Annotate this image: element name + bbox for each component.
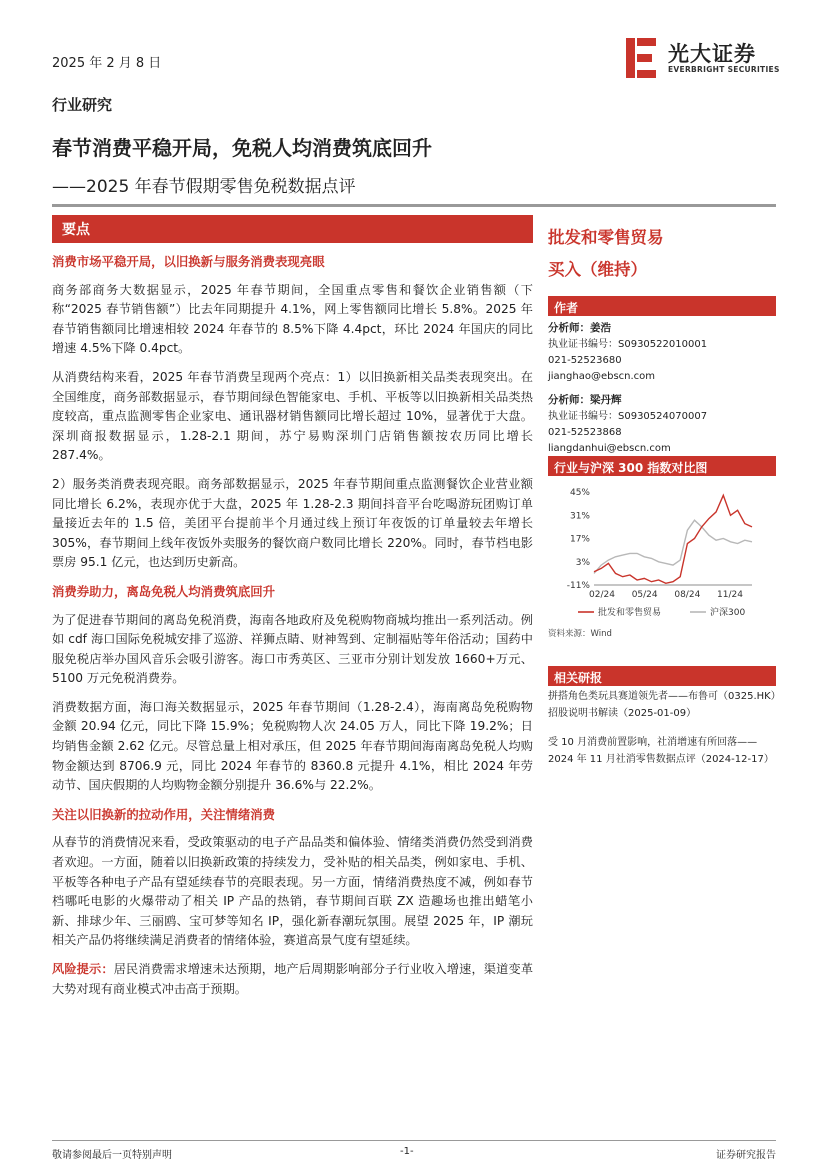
x-tick-label: 02/24 [589, 590, 615, 600]
analyst-email[interactable]: jianghao@ebscn.com [548, 371, 656, 382]
page-number: -1- [400, 1146, 414, 1157]
paragraph: 2）服务类消费表现亮眼。商务部数据显示，2025 年春节期间重点监测餐饮企业营业额同比增长 6.2%，表现亦优于大盘，2025 年 1.28-2.3 期间抖音平台吃喝游玩团购订单量接近去年的 1.5 倍，美团平台提前半个月通过线上预订年夜饭的订单量较去年增长 305%，春节期间上线年夜饭外卖服务的餐饮商户数同比增长 220%。同时，春节档电影票房 95.1 亿元，也达到历史新高。 [52, 476, 533, 570]
series-line-retail [594, 495, 752, 583]
y-tick-label: 17% [569, 534, 590, 545]
section-heading-trade-in: 关注以旧换新的拉动作用，关注情绪消费 [52, 806, 276, 822]
authors-header: 作者 [548, 296, 776, 316]
footer-divider [52, 1140, 776, 1141]
analyst-name: 分析师：梁丹辉 [548, 394, 622, 406]
analyst-name: 分析师：姜浩 [548, 322, 611, 334]
y-tick-label: -11% [566, 581, 590, 591]
x-tick-label: 11/24 [717, 590, 743, 600]
section-heading-dutyfree: 消费券助力，离岛免税人均消费筑底回升 [52, 583, 276, 599]
paragraph: 为了促进春节期间的离岛免税消费，海南各地政府及免税购物商城均推出一系列活动。例如 cdf 海口国际免税城安排了巡游、祥狮点睛、财神驾到、定制福贴等年俗活动；国药中服免税店举办国风音乐会吸引游客。海口市秀英区、三亚市分别计划发放 1660+万元、5100 万元免税消费券。 [52, 612, 533, 686]
paragraph: 商务部商务大数据显示，2025 年春节期间，全国重点零售和餐饮企业销售额（下称“2025 春节销售额”）比去年同期提升 4.1%，网上零售额同比增长 5.8%。2025 年春节销售额同比增速相较 2024 年春节的 8.5%下降 4.4pct，环比 2024 年国庆的同比增速 4.5%下降 0.4pct。 [52, 282, 533, 356]
analyst-block [548, 392, 776, 457]
logo-english-name: EVERBRIGHT SECURITIES [668, 65, 780, 74]
footer-report-type: 证券研究报告 [716, 1150, 776, 1161]
company-logo [626, 38, 786, 82]
paragraph: 从消费结构来看，2025 年春节消费呈现两个亮点：1）以旧换新相关品类表现突出。在全国维度，商务部数据显示，春节期间绿色智能家电、手机、平板等以旧换新相关品类热度较高，重点监测零售企业家电、通讯器材销售额同比增长超过 10%，显著优于大盘。深圳商报数据显示，1.28-2.1 期间，苏宁易购深圳门店销售额按农历同比增长 287.4%。 [52, 369, 533, 463]
analyst-cert: 执业证书编号：S0930524070007 [548, 411, 708, 422]
report-title: 春节消费平稳开局，免税人均消费筑底回升 [52, 136, 432, 160]
risk-text: 居民消费需求增速未达预期，地产后周期影响部分子行业收入增速，渠道变革大势对现有商业模式冲击高于预期。 [52, 962, 534, 996]
report-category: 行业研究 [52, 96, 113, 114]
related-reports-header: 相关研报 [548, 666, 776, 686]
x-tick-label: 05/24 [631, 590, 658, 600]
legend-label: 批发和零售贸易 [598, 608, 662, 618]
legend-label: 沪深300 [710, 608, 746, 618]
report-subtitle: ——2025 年春节假期零售免税数据点评 [52, 177, 356, 197]
section-heading-consumption: 消费市场平稳开局，以旧换新与服务消费表现亮眼 [52, 254, 325, 269]
header-divider [52, 204, 776, 207]
y-tick-label: 31% [569, 511, 590, 522]
logo-chinese-name: 光大证券 [668, 42, 756, 66]
footer-disclaimer: 敬请参阅最后一页特别声明 [52, 1150, 172, 1161]
paragraph: 从春节的消费情况来看，受政策驱动的电子产品品类和偏体验、情绪类消费仍然受到消费者欢迎。一方面，随着以旧换新政策的持续发力，受补贴的相关品类，例如家电、手机、平板等各种电子产品有望延续春节的亮眼表现。另一方面，情绪消费热度不减，例如春节档哪吒电影的火爆带动了相关 IP 产品的热销，春节期间百联 ZX 造趣场也推出蜡笔小新、排球少年、三丽鸥、宝可梦等知名 IP，强化新春潮玩氛围。展望 2025 年，IP 潮玩相关产品仍将继续满足消费者的情绪体验，赛道高景气度有望延续。 [52, 835, 533, 948]
report-date: 2025 年 2 月 8 日 [52, 56, 162, 71]
risk-label: 风险提示： [52, 962, 114, 976]
chart-source: 资料来源：Wind [548, 629, 612, 639]
keypoints-banner: 要点 [52, 215, 533, 243]
index-comparison-chart [548, 480, 776, 640]
analyst-block [548, 320, 776, 385]
analyst-phone: 021-52523680 [548, 355, 622, 366]
related-report-item[interactable]: 拼搭角色类玩具赛道领先者——布鲁可（0325.HK）招股说明书解读（2025-01-09） [548, 691, 776, 719]
chart-header: 行业与沪深 300 指数对比图 [548, 456, 776, 476]
risk-paragraph [52, 960, 533, 999]
main-content [52, 252, 533, 999]
y-tick-label: 45% [569, 488, 590, 498]
series-line-csi300 [594, 520, 752, 573]
analyst-cert: 执业证书编号：S0930522010001 [548, 339, 708, 350]
related-report-item[interactable]: 受 10 月消费前置影响，社消增速有所回落——2024 年 11 月社消零售数据点评（2024-12-17） [548, 737, 774, 765]
everbright-logo-icon [626, 38, 656, 78]
paragraph: 消费数据方面，海口海关数据显示，2025 年春节期间（1.28-2.4），海南离岛免税购物金额 20.94 亿元，同比下降 15.9%；免税购物人次 24.05 万人，同比下降 19.2%；日均销售金额 2.62 亿元。尽管总量上相对承压，但 2025 年春节期间海南离岛免税人均购物金额达到 8706.9 元，同比 2024 年春节的 8360.8 元提升 4.1%，相比 2024 年劳动节、国庆假期的人均购物金额分别提升 36.6%与 22.2%。 [52, 699, 533, 793]
investment-rating: 买入（维持） [548, 260, 647, 279]
x-tick-label: 08/24 [674, 590, 701, 600]
analyst-email[interactable]: liangdanhui@ebscn.com [548, 443, 671, 454]
analyst-phone: 021-52523868 [548, 427, 622, 438]
chart-svg [548, 480, 776, 628]
y-tick-label: 3% [575, 557, 590, 568]
industry-name: 批发和零售贸易 [548, 228, 664, 247]
